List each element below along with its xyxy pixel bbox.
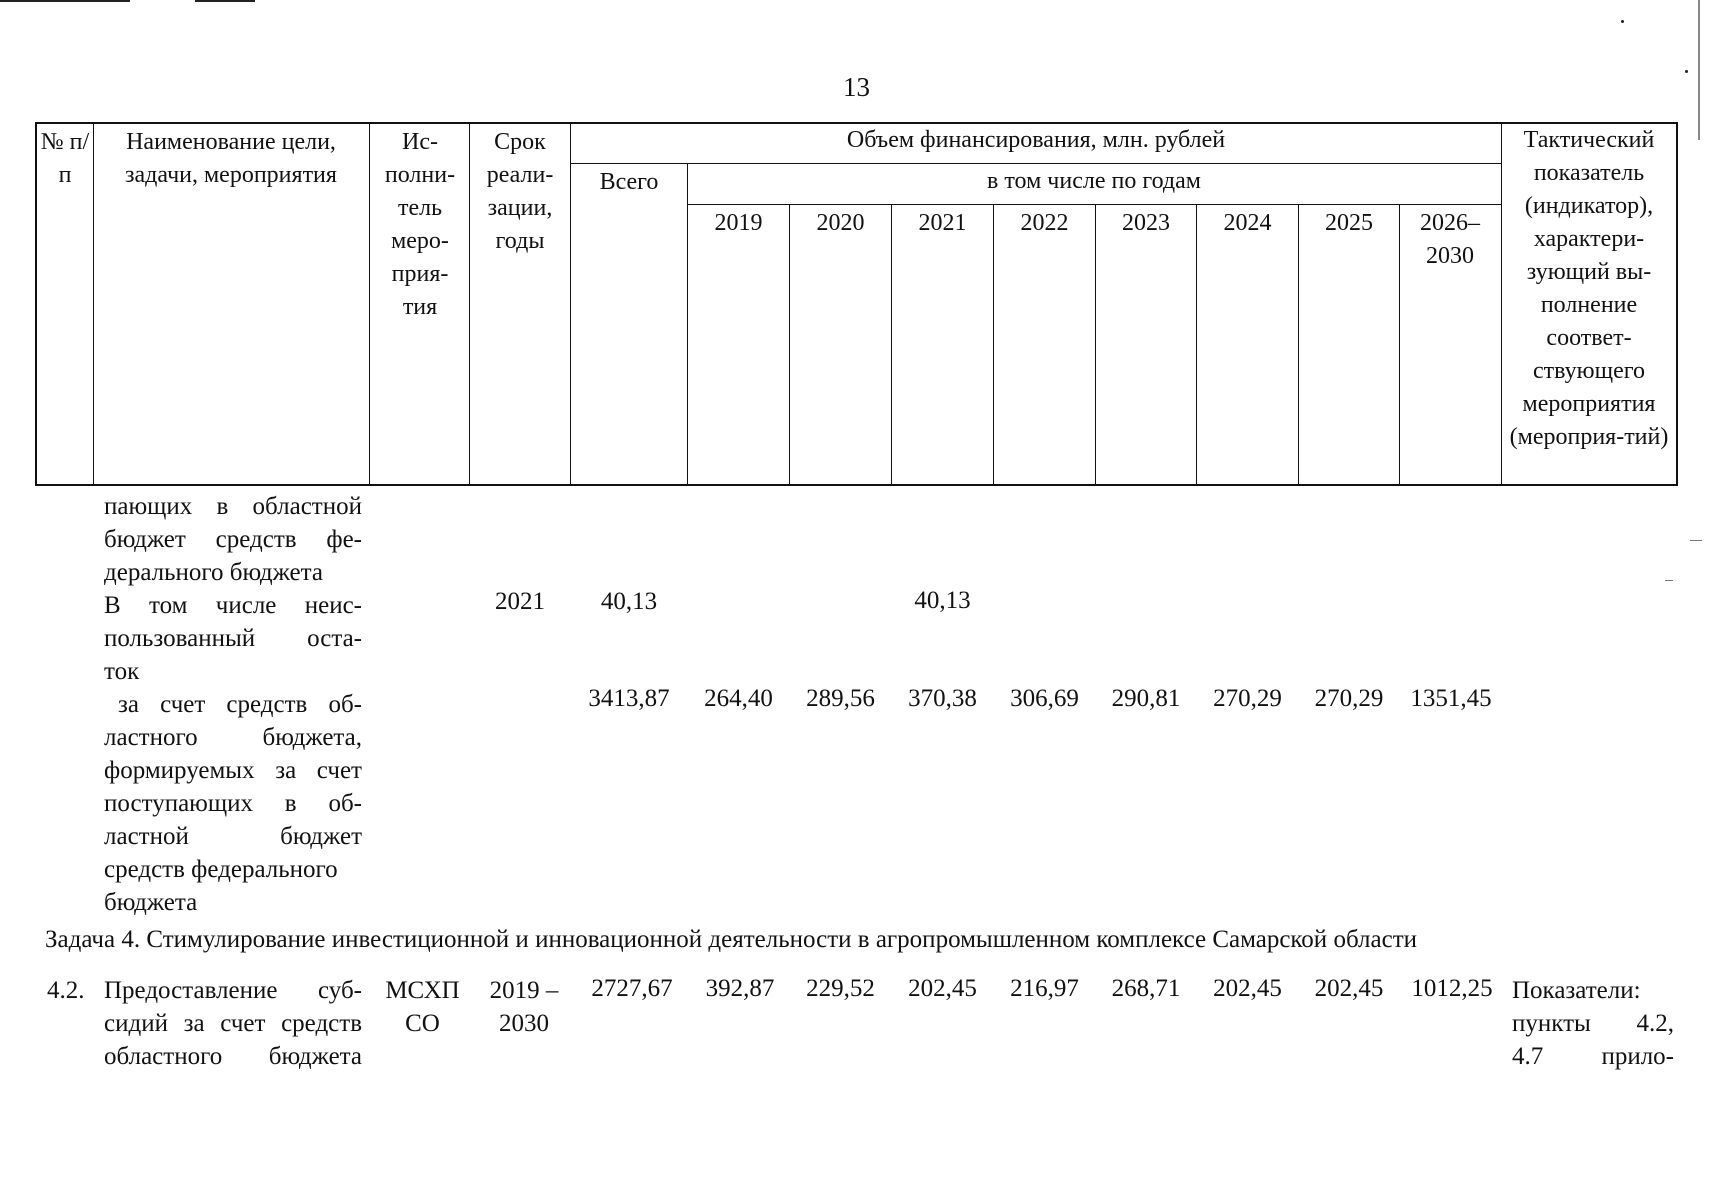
row-value-2021: 370,38 xyxy=(908,685,977,712)
row-value-2023: 268,71 xyxy=(1111,975,1181,1002)
scan-mark xyxy=(0,0,130,2)
header-year: 2026–2030 xyxy=(1420,210,1480,269)
header-year: 2024 xyxy=(1223,210,1272,236)
header-num: № п/п xyxy=(40,129,90,188)
row-value-2021: 202,45 xyxy=(908,975,977,1002)
header-term: Срок реали-зации, годы xyxy=(486,129,554,254)
col-border xyxy=(93,122,94,486)
row-text-line: бюджет средств фе- xyxy=(104,526,362,553)
col-border xyxy=(369,122,370,486)
header-total: Всего xyxy=(599,169,659,195)
scan-mark xyxy=(195,0,255,2)
row-indicator-line: 4.7 прило- xyxy=(1512,1043,1674,1070)
row-value-2022: 216,97 xyxy=(1010,975,1079,1002)
row-value-2019: 392,87 xyxy=(705,975,775,1002)
row-value-2022: 306,69 xyxy=(1010,685,1079,712)
row-value-2024: 270,29 xyxy=(1213,685,1282,712)
row-value-2023: 290,81 xyxy=(1111,685,1181,712)
row-text-line: за счет средств об- xyxy=(118,691,362,718)
scan-edge xyxy=(1698,0,1700,140)
table-bottom-border xyxy=(35,484,1678,486)
row-term: 2019 – xyxy=(489,977,559,1004)
col-border xyxy=(789,204,790,486)
row-text-line: поступающих в об- xyxy=(104,790,362,817)
col-border xyxy=(35,122,37,486)
header-year: 2020 xyxy=(816,210,865,236)
col-border xyxy=(687,163,688,486)
row-text-line: пающих в областной xyxy=(104,493,362,520)
row-value-2019: 264,40 xyxy=(704,685,773,712)
row-term: 2021 xyxy=(495,588,545,615)
row-value-2024: 202,45 xyxy=(1213,975,1282,1002)
header-year: 2023 xyxy=(1122,210,1170,236)
col-border xyxy=(1196,204,1197,486)
header-by-years: в том числе по годам xyxy=(987,168,1201,194)
row-text-line: дерального бюджета xyxy=(104,559,323,586)
col-border xyxy=(1298,204,1299,486)
header-rule-2 xyxy=(687,204,1501,205)
scan-speck xyxy=(1621,20,1624,23)
scan-mark xyxy=(1665,580,1673,581)
scan-speck xyxy=(1685,70,1688,73)
row-text-line: сидий за счет средств xyxy=(104,1010,362,1037)
header-executor: Ис-полни-тель меро-прия-тия xyxy=(384,129,456,320)
scan-mark xyxy=(1690,540,1702,541)
header-funding-volume: Объем финансирования, млн. рублей xyxy=(846,127,1226,153)
row-text-line: ток xyxy=(104,658,140,685)
col-border xyxy=(1676,122,1678,486)
row-indicator-line: Показатели: xyxy=(1512,977,1641,1004)
row-value-2026-2030: 1012,25 xyxy=(1411,975,1493,1002)
row-value-2025: 270,29 xyxy=(1314,685,1384,712)
col-border xyxy=(993,204,994,486)
row-value-2020: 289,56 xyxy=(806,685,875,712)
row-term: 2030 xyxy=(499,1010,549,1037)
row-value-2020: 229,52 xyxy=(806,975,875,1002)
col-border xyxy=(1095,204,1096,486)
col-border xyxy=(469,122,470,486)
header-rule-1 xyxy=(570,163,1501,164)
row-executor: МСХП xyxy=(385,977,460,1004)
row-text-line: формируемых за счет xyxy=(104,757,362,784)
row-indicator-line: пункты 4.2, xyxy=(1512,1010,1674,1037)
row-text-line: ластной бюджет xyxy=(104,823,362,850)
col-border xyxy=(1501,122,1502,486)
col-border xyxy=(1399,204,1400,486)
row-text-line: пользованный оста- xyxy=(104,625,362,652)
header-year: 2021 xyxy=(918,210,967,236)
header-year: 2022 xyxy=(1020,210,1069,236)
row-total: 40,13 xyxy=(600,588,658,615)
row-text-line: областного бюджета xyxy=(104,1043,362,1070)
page-number: 13 xyxy=(843,72,870,102)
row-value-2021: 40,13 xyxy=(914,587,971,614)
row-total: 2727,67 xyxy=(591,975,673,1002)
row-executor: СО xyxy=(405,1010,440,1037)
row-number: 4.2. xyxy=(47,977,85,1004)
header-year: 2019 xyxy=(714,210,763,236)
row-text-line: В том числе неис- xyxy=(104,592,362,619)
row-text-line: Предоставление суб- xyxy=(104,977,362,1004)
header-year: 2025 xyxy=(1325,210,1373,236)
task-4-heading: Задача 4. Стимулирование инвестиционной и инновационной деятельности в агропромышленном комплексе Самарской области xyxy=(45,926,1418,953)
row-text-line: бюджета xyxy=(104,889,198,916)
col-border xyxy=(891,204,892,486)
row-text-line: средств федерального xyxy=(104,856,338,883)
col-border xyxy=(570,122,571,486)
row-total: 3413,87 xyxy=(588,685,670,712)
header-indicator: Тактический показатель (индикатор), характери-зующий вы-полнение соответ-ствующего мероприятия (мероприя-тий) xyxy=(1509,127,1669,450)
row-value-2025: 202,45 xyxy=(1314,975,1384,1002)
header-name: Наименование цели, задачи, мероприятия xyxy=(125,129,337,188)
row-value-2026-2030: 1351,45 xyxy=(1410,685,1492,712)
row-text-line: ластного бюджета, xyxy=(104,724,362,751)
